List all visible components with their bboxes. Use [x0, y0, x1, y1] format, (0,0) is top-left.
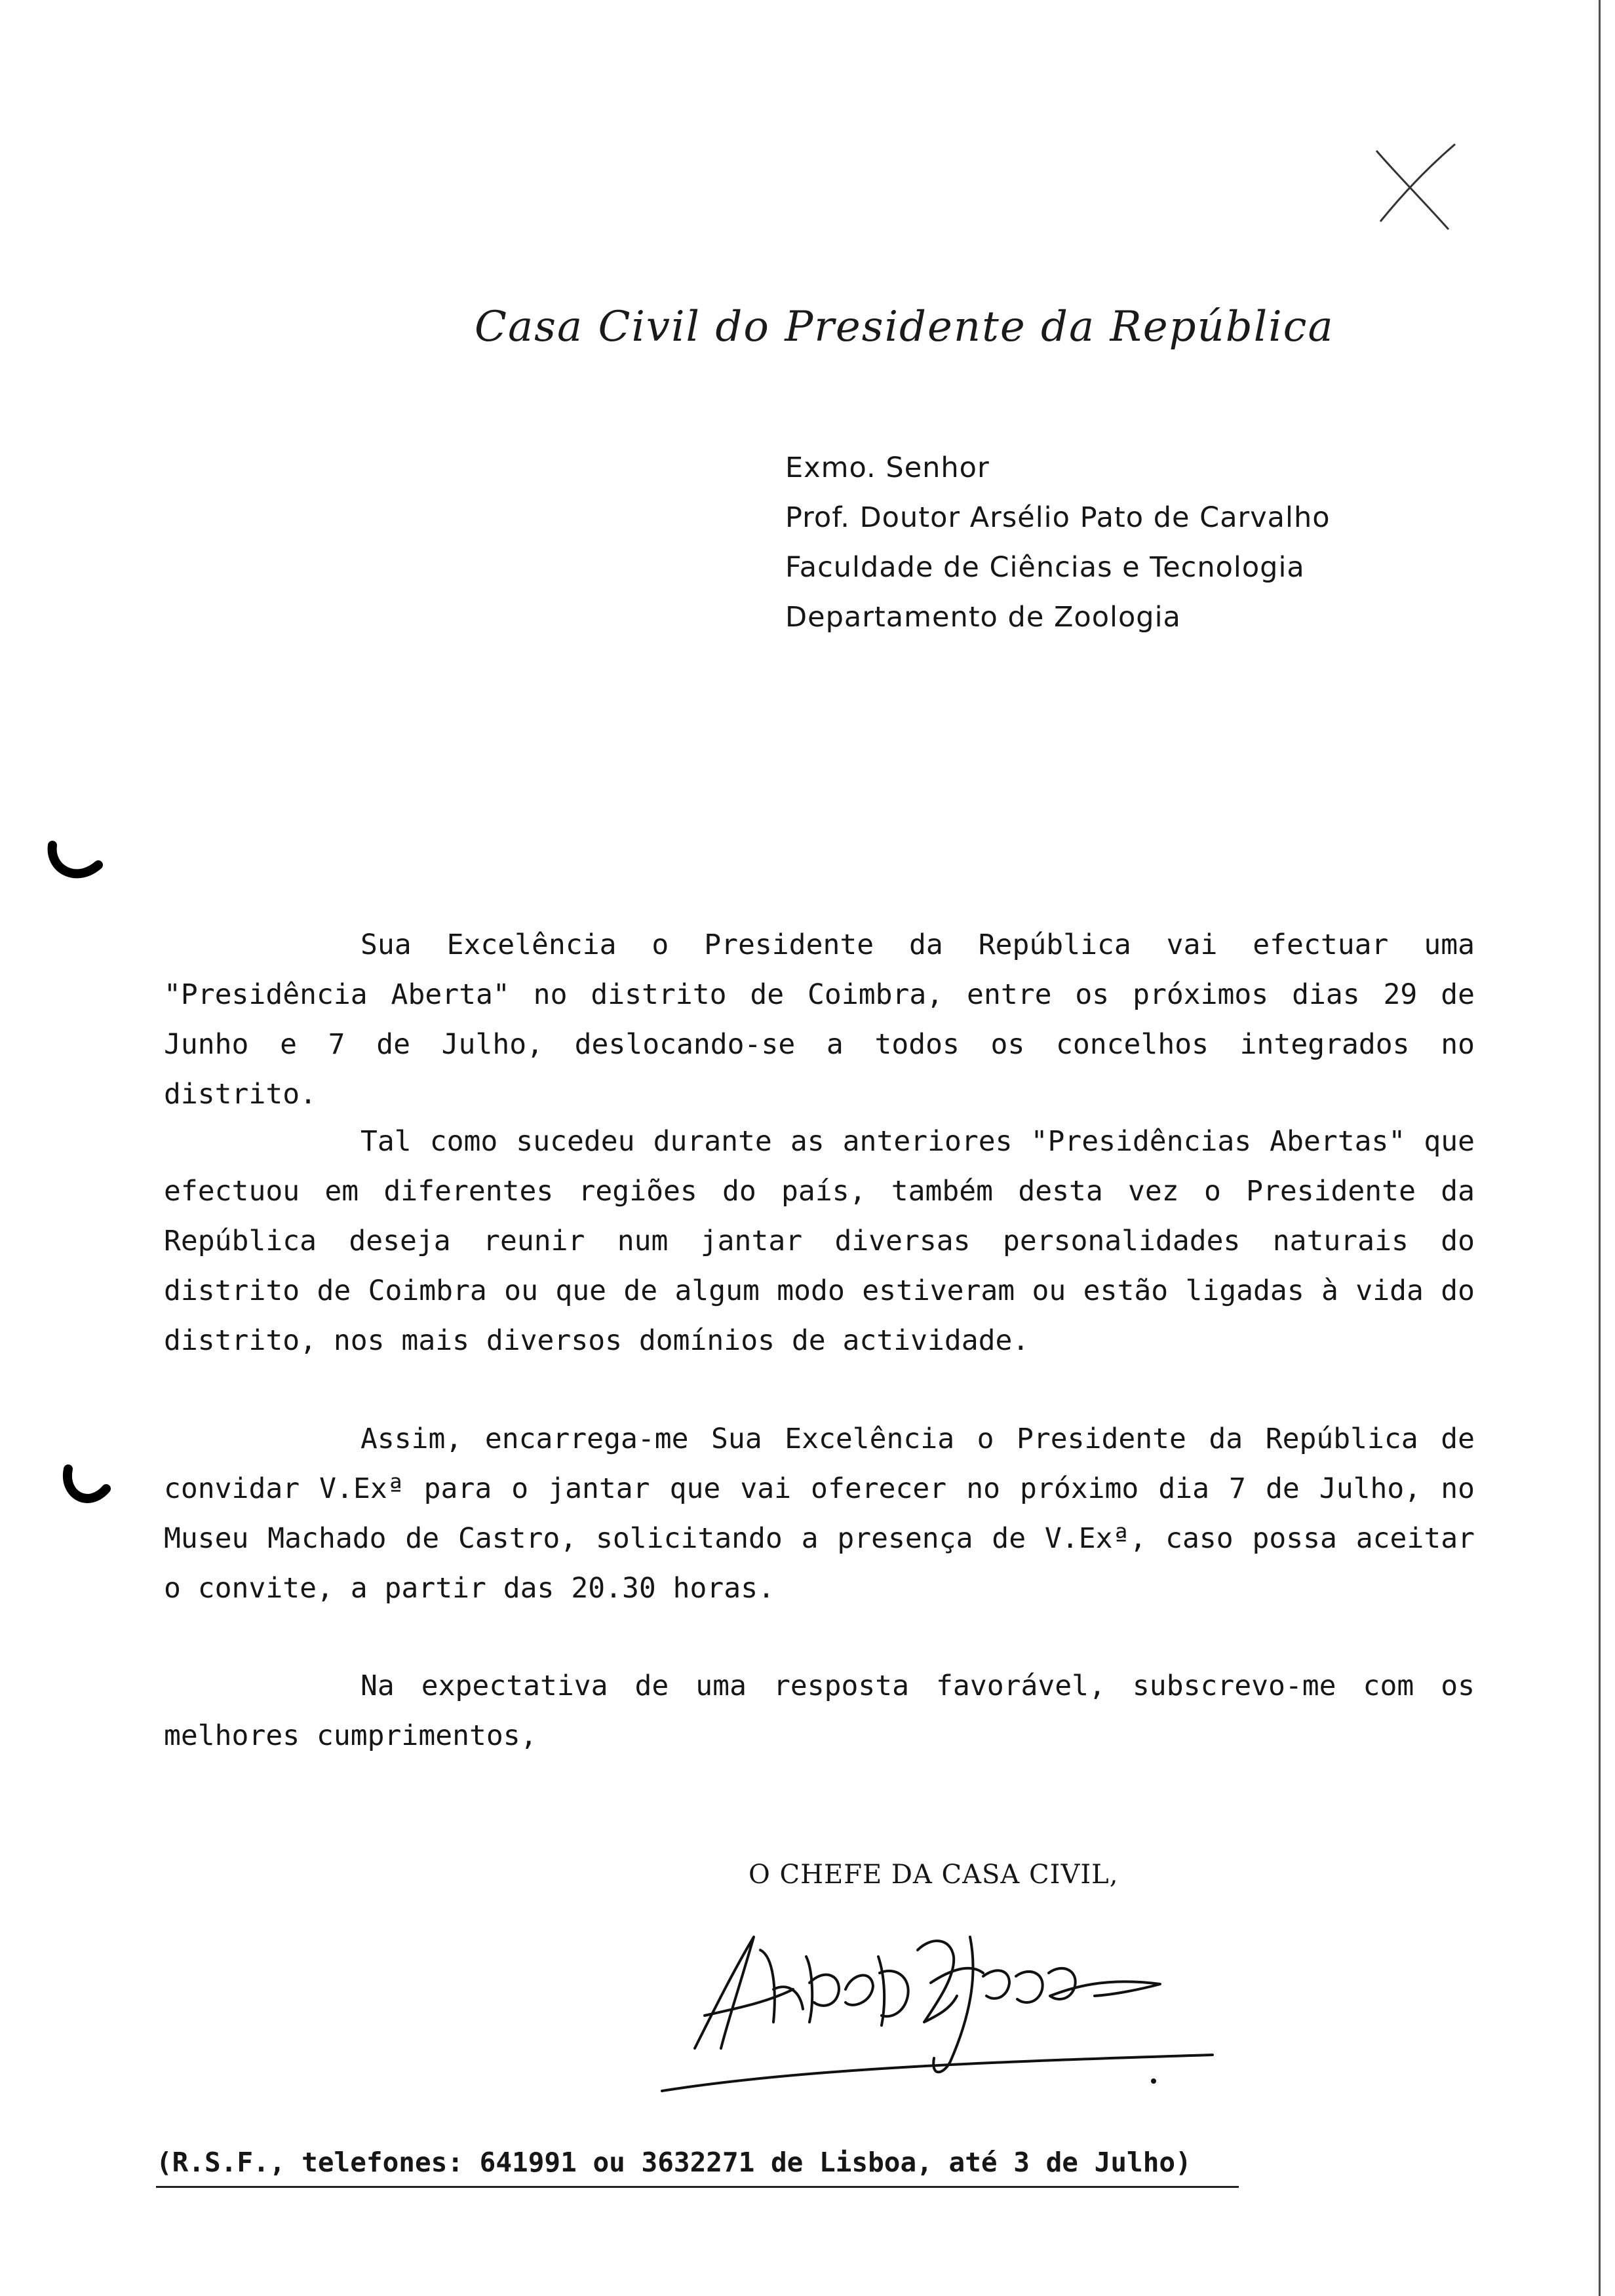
addressee-line: Prof. Doutor Arsélio Pato de Carvalho — [785, 501, 1331, 534]
body-paragraph: Assim, encarrega-me Sua Excelência o Presidente da República de convidar V.Exª para o jantar que vai oferecer no próximo dia 7 de Julho, no Museu Machado de Castro, solicitando a presença de V.Exª, caso possa aceitar o convite, a partir das 20.30 horas. — [164, 1423, 1475, 1605]
handwritten-x-mark — [1370, 138, 1462, 236]
closing-title: O CHEFE DA CASA CIVIL, — [749, 1860, 1119, 1890]
letterhead: Casa Civil do Presidente da República — [475, 303, 1334, 351]
addressee-line: Exmo. Senhor — [785, 451, 990, 484]
binder-hole-mark — [60, 1463, 113, 1515]
body-paragraph: Tal como sucedeu durante as anteriores "Presidências Abertas" que efectuou em diferentes regiões do país, também desta vez o Presidente da República deseja reunir num jantar diversas personalidades naturais do distrito de Coimbra ou que de algum modo estiveram ou estão ligadas à vida do distrito, nos mais diversos domínios de actividade. — [164, 1125, 1475, 1357]
scan-edge — [1599, 0, 1601, 2296]
footer-underline — [156, 2186, 1239, 2188]
binder-hole-mark — [46, 839, 105, 891]
addressee-block — [785, 443, 1331, 642]
handwritten-signature — [642, 1911, 1232, 2094]
body-paragraph: Sua Excelência o Presidente da República vai efectuar uma "Presidência Aberta" no distrito de Coimbra, entre os próximos dias 29 de Junho e 7 de Julho, deslocando-se a todos os concelhos integrados no distrito. — [164, 928, 1475, 1111]
addressee-line: Departamento de Zoologia — [785, 601, 1181, 634]
body-paragraph: Na expectativa de uma resposta favorável, subscrevo-me com os melhores cumprimentos, — [164, 1670, 1475, 1752]
addressee-line: Faculdade de Ciências e Tecnologia — [785, 551, 1305, 584]
footer-contact-note: (R.S.F., telefones: 641991 ou 3632271 de Lisboa, até 3 de Julho) — [156, 2147, 1192, 2178]
